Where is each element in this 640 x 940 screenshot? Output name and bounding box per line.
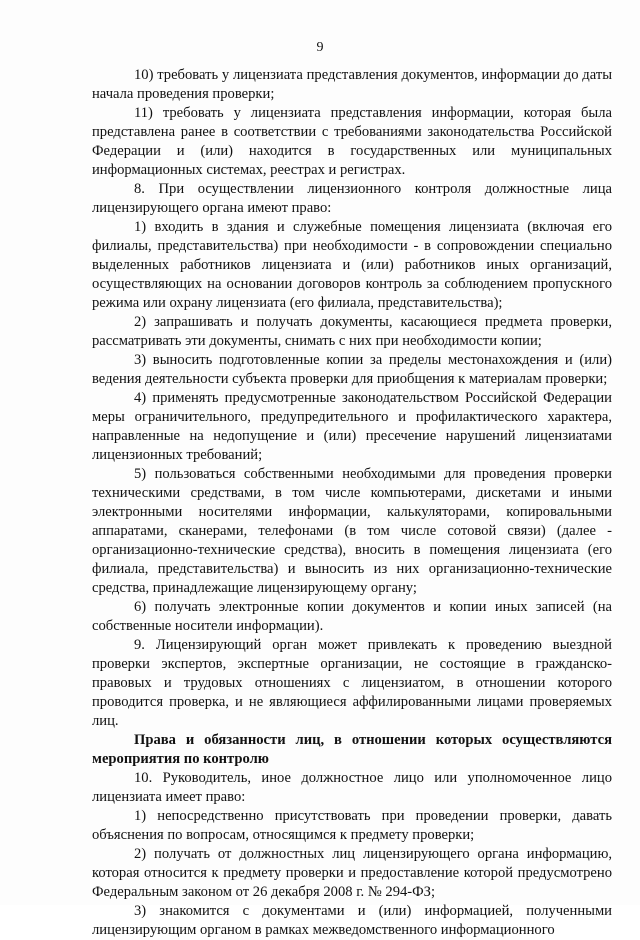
paragraph-8-item-4: 4) применять предусмотренные законодательством Российской Федерации меры ограничительного, предупредительного и профилактического характера, направленные на недопущение и (или) пресечение нарушений лицензиатами лицензионных требований; xyxy=(92,390,612,463)
paragraph-10-item-3: 3) знакомится с документами и (или) информацией, полученными лицензирующим органом в рамках межведомственного информационного xyxy=(92,903,612,938)
paragraph-8-item-3: 3) выносить подготовленные копии за пределы местонахождения и (или) ведения деятельности субъекта проверки для приобщения к материалам проверки; xyxy=(92,352,612,387)
paragraph-8-item-5: 5) пользоваться собственными необходимыми для проведения проверки техническими средствами, в том числе компьютерами, дискетами и иными электронными носителями информации, калькуляторами, копировальными аппаратами, сканерами, телефонами (в том числе сотовой связи) (далее - организационно-технические средства), вносить в помещения лицензиата (его филиала, представительства) и выносить из них организационно-технические средства, принадлежащие лицензирующему органу; xyxy=(92,466,612,596)
document-body xyxy=(92,66,612,940)
paragraph-item-10: 10) требовать у лицензиата представления документов, информации до даты начала проведения проверки; xyxy=(92,67,612,102)
paragraph-section-10: 10. Руководитель, иное должностное лицо или уполномоченное лицо лицензиата имеет право: xyxy=(92,770,612,805)
paragraph-10-item-1: 1) непосредственно присутствовать при проведении проверки, давать объяснения по вопросам, относящимся к предмету проверки; xyxy=(92,808,612,843)
paragraph-10-item-2: 2) получать от должностных лиц лицензирующего органа информацию, которая относится к предмету проверки и предоставление которой предусмотрено Федеральным законом от 26 декабря 2008 г. № 294-ФЗ; xyxy=(92,846,612,900)
page-number: 9 xyxy=(316,40,324,55)
paragraph-8-item-1: 1) входить в здания и служебные помещения лицензиата (включая его филиалы, представительства) при необходимости - в сопровождении специально выделенных работников лицензиата и (или) работников иных организаций, осуществляющих на основании договоров контроль за соблюдением пропускного режима или охрану лицензиата (его филиала, представительства); xyxy=(92,219,612,311)
section-heading: Права и обязанности лиц, в отношении которых осуществляются мероприятия по контролю xyxy=(92,732,612,767)
paragraph-section-9: 9. Лицензирующий орган может привлекать к проведению выездной проверки экспертов, экспертные организации, не состоящие в гражданско-правовых и трудовых отношениях с лицензиатом, в отношении которого проводится проверка, и не являющиеся аффилированными лицами проверяемых лиц. xyxy=(92,637,612,729)
paragraph-item-11: 11) требовать у лицензиата представления информации, которая была представлена ранее в соответствии с требованиями законодательства Российской Федерации и (или) находится в государственных или муниципальных информационных системах, реестрах и регистрах. xyxy=(92,105,612,178)
paragraph-section-8: 8. При осуществлении лицензионного контроля должностные лица лицензирующего органа имеют право: xyxy=(92,181,612,216)
paragraph-8-item-6: 6) получать электронные копии документов и копии иных записей (на собственные носители информации). xyxy=(92,599,612,634)
paragraph-8-item-2: 2) запрашивать и получать документы, касающиеся предмета проверки, рассматривать эти документы, снимать с них при необходимости копии; xyxy=(92,314,612,349)
